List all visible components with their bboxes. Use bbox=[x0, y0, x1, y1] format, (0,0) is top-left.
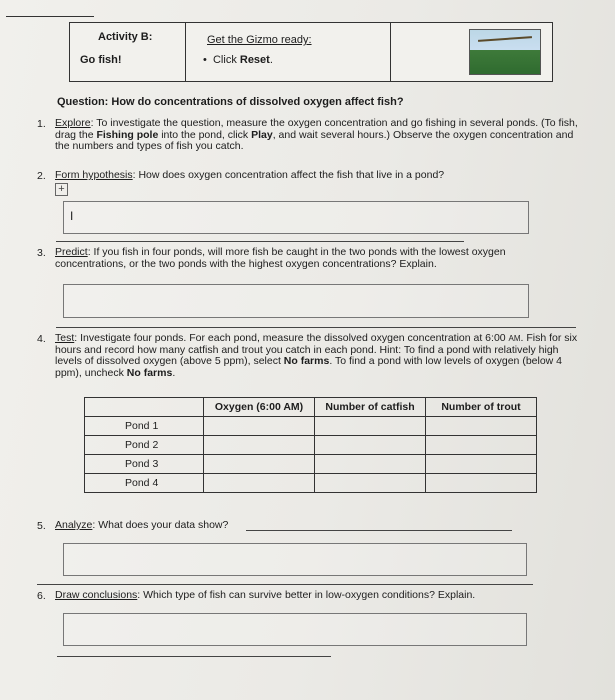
pond-label: Pond 4 bbox=[85, 474, 204, 493]
table-header-oxygen: Oxygen (6:00 AM) bbox=[204, 398, 315, 417]
plus-icon[interactable]: + bbox=[55, 183, 68, 196]
activity-cell bbox=[70, 23, 186, 81]
step-suffix: . bbox=[269, 54, 273, 66]
activity-subtitle: Go fish! bbox=[80, 54, 122, 66]
pond-label: Pond 1 bbox=[85, 417, 204, 436]
table-cell[interactable] bbox=[315, 417, 426, 436]
gizmo-cell bbox=[186, 23, 391, 81]
conclusions-label: Draw conclusions bbox=[55, 589, 138, 601]
question-text: Question: How do concentrations of dissolved oxygen affect fish? bbox=[57, 96, 404, 108]
rule-6 bbox=[37, 584, 533, 585]
table-row bbox=[85, 474, 537, 493]
table-header-trout: Number of trout bbox=[426, 398, 537, 417]
analyze-answer-box[interactable] bbox=[63, 543, 527, 576]
rule-3 bbox=[56, 241, 464, 242]
gizmo-step bbox=[203, 54, 273, 66]
conclusions-answer-box[interactable] bbox=[63, 613, 527, 646]
table-cell[interactable] bbox=[204, 474, 315, 493]
table-cell[interactable] bbox=[204, 436, 315, 455]
gizmo-ready-label: Get the Gizmo ready: bbox=[207, 34, 312, 46]
item-2-text: Form hypothesis: How does oxygen concentration affect the fish that live in a pond? bbox=[55, 169, 445, 181]
item-3-number: 3. bbox=[37, 247, 46, 259]
pond-label: Pond 3 bbox=[85, 455, 204, 474]
rule-bottom bbox=[57, 656, 331, 657]
item-1-number: 1. bbox=[37, 118, 46, 130]
table-cell[interactable] bbox=[204, 417, 315, 436]
table-header-row bbox=[85, 398, 537, 417]
table-header-catfish: Number of catfish bbox=[315, 398, 426, 417]
gizmo-image-cell bbox=[391, 23, 552, 81]
top-rule bbox=[6, 16, 94, 17]
table-cell[interactable] bbox=[426, 474, 537, 493]
test-label: Test bbox=[55, 332, 75, 344]
activity-header bbox=[69, 22, 553, 82]
hypothesis-label: Form hypothesis bbox=[55, 169, 133, 181]
rule-4 bbox=[56, 327, 576, 328]
activity-title: Activity B: bbox=[98, 31, 153, 43]
data-table bbox=[84, 397, 537, 493]
table-cell[interactable] bbox=[315, 455, 426, 474]
text-cursor: I bbox=[70, 209, 74, 223]
item-6-number: 6. bbox=[37, 590, 46, 602]
table-header-blank bbox=[85, 398, 204, 417]
table-cell[interactable] bbox=[426, 436, 537, 455]
table-cell[interactable] bbox=[315, 436, 426, 455]
predict-label: Predict bbox=[55, 246, 88, 258]
item-5-number: 5. bbox=[37, 520, 46, 532]
table-row bbox=[85, 417, 537, 436]
item-5-text: Analyze: What does your data show? bbox=[55, 519, 229, 531]
item-2-number: 2. bbox=[37, 170, 46, 182]
item-6-text: Draw conclusions: Which type of fish can survive better in low-oxygen conditions? Explain. bbox=[55, 589, 476, 601]
step-prefix: Click bbox=[212, 54, 240, 66]
item-1-text: Explore: To investigate the question, measure the oxygen concentration and go fishing in several ponds. (To fish, drag the Fishing pole into the pond, click Play, and wait several hours.) Observe the oxygen concentration and the numbers and types of fish you catch. bbox=[55, 117, 578, 152]
table-cell[interactable] bbox=[315, 474, 426, 493]
reset-label: Reset bbox=[239, 54, 270, 66]
table-cell[interactable] bbox=[426, 455, 537, 474]
bullet-glyph: • bbox=[203, 54, 207, 66]
analyze-label: Analyze bbox=[55, 519, 93, 531]
pond-thumbnail bbox=[469, 29, 541, 75]
hypothesis-answer-box[interactable] bbox=[63, 201, 529, 234]
item-4-number: 4. bbox=[37, 333, 46, 345]
table-row bbox=[85, 436, 537, 455]
explore-label: Explore bbox=[55, 117, 91, 129]
item-3-text: Predict: If you fish in four ponds, will more fish be caught in the two ponds with the lowest oxygen concentrations, or the two ponds with the highest oxygen concentrations? Explain. bbox=[55, 246, 506, 270]
table-cell[interactable] bbox=[204, 455, 315, 474]
rule-5 bbox=[246, 530, 512, 531]
pond-label: Pond 2 bbox=[85, 436, 204, 455]
item-4-text: Test: Investigate four ponds. For each pond, measure the dissolved oxygen concentration at 6:00 AM. Fish for six hours and record how many catfish and trout you catch in each pond. Hint: To find a pond with relatively high levels of dissolved oxygen (above 5 ppm), select No farms. To find a pond with low levels of oxygen (below 4 ppm), uncheck No farms. bbox=[55, 332, 578, 379]
table-cell[interactable] bbox=[426, 417, 537, 436]
table-row bbox=[85, 455, 537, 474]
predict-answer-box[interactable] bbox=[63, 284, 529, 318]
